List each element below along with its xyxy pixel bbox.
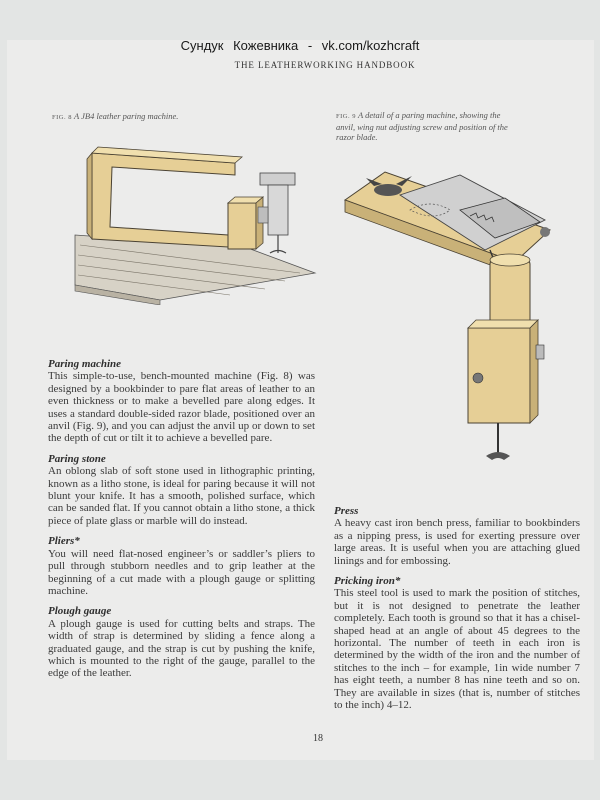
section-heading: Pliers* xyxy=(48,535,80,548)
figure-9-caption-text: A detail of a paring machine, showing the anvil, wing nut adjusting screw and position of the razor blade. xyxy=(336,110,508,142)
section-body: This steel tool is used to mark the position of stitches, but it is not designed to penetrate the leather completely. Each tooth is ground so that it has a chisel-shaped head at an angle of about 45 degrees to the horizontal. The number of teeth in each iron is determined by the width of the iron and the number of stitches to the inch – for example, 1in wide number 7 has eight teeth, a number 8 has nine teeth and so on. They are available in sizes (that is, number of stitches to the inch) 4–12. xyxy=(334,587,580,712)
section-heading: Press xyxy=(334,505,359,517)
section-body: A plough gauge is used for cutting belts and straps. The width of strap is determined by sliding a fence along a graduated gauge, and the strap is cut by pushing the knife, which is mounted to the right of the gauge, parallel to the edge of the leather. xyxy=(48,617,315,680)
section-body: A heavy cast iron bench press, familiar to bookbinders as a nipping press, is used for exerting pressure over large areas. It is useful when you are attaching glued linings and for embossing. xyxy=(334,517,580,567)
section-body: An oblong slab of soft stone used in lithographic printing, known as a litho stone, is ideal for paring because it will not blunt your knife. It has a smooth, polished surface, which can be sanded flat. If you cannot obtain a litho stone, a thick piece of plate glass or marble will do instead. xyxy=(48,465,315,527)
section-heading: Paring stone xyxy=(48,452,106,465)
figure-8-label: FIG. 8 xyxy=(52,114,72,121)
section-heading: Pricking iron* xyxy=(334,575,401,588)
figure-8-caption-text: A JB4 leather paring machine. xyxy=(73,111,179,121)
figure-9-caption xyxy=(336,110,511,142)
watermark-text: Сундук Кожевника - vk.com/kozhcraft xyxy=(180,38,420,53)
left-text-column xyxy=(48,358,315,688)
paring-machine-detail-illustration xyxy=(340,150,580,470)
figure-9-label: FIG. 9 xyxy=(336,113,356,120)
section-body: You will need flat-nosed engineer’s or saddler’s pliers to pull through stubborn needles and to grip leather at the beginning of a cut made with a plough gauge or splitting machine. xyxy=(48,547,315,597)
right-text-column xyxy=(334,505,580,720)
running-head: THE LEATHERWORKING HANDBOOK xyxy=(234,60,416,70)
section-heading: Paring machine xyxy=(48,358,122,370)
figure-8-caption xyxy=(52,111,252,123)
paring-machine-illustration xyxy=(70,135,320,305)
section-heading: Plough gauge xyxy=(48,605,112,618)
page-number: 18 xyxy=(313,733,323,744)
section-body: This simple-to-use, bench-mounted machine (Fig. 8) was designed by a bookbinder to pare flat areas of leather to an even thickness or to make a bevelled pare along edges. It uses a standard double-sided razor blade, positioned over an anvil (Fig. 9), and you can adjust the anvil up or down to set the depth of cut or tilt it to achieve a bevelled pare. xyxy=(48,370,315,445)
